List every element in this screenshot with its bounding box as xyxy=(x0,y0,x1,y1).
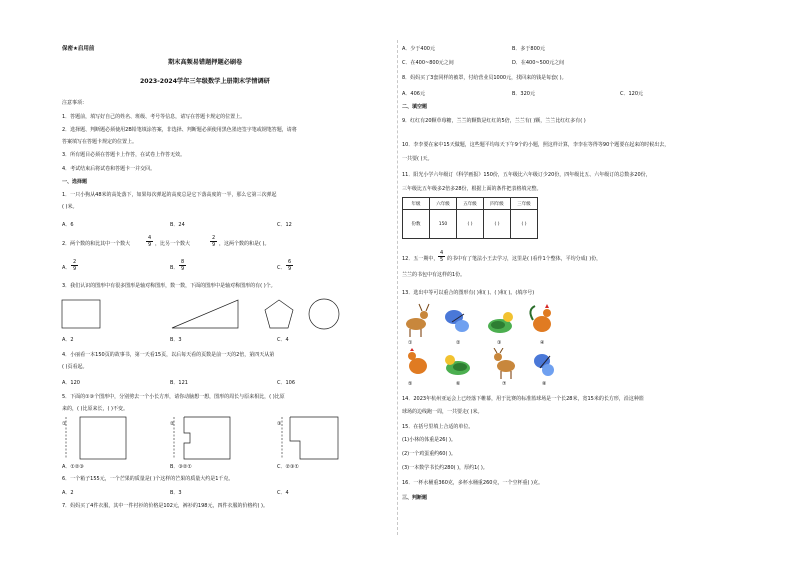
q6-option-b[interactable]: B．3 xyxy=(170,490,182,496)
note-2b: 答案填写在答题卡规定的位置上。 xyxy=(62,139,138,145)
note-2: 2．选择题、判断题必须使用2B铅笔填涂答案，非选择、判断题必须使用黑色墨迹签字笔或钢笔答题，请将 xyxy=(62,127,297,133)
table-cell: 三年级 xyxy=(511,198,538,210)
q1-option-c[interactable]: C．12 xyxy=(277,222,292,228)
q8-option-b[interactable]: B．320元 xyxy=(512,91,535,97)
triangle-shape xyxy=(172,300,238,328)
question-9: 9．红红有20颗草莓糖，兰兰的颗数是红红的5倍，兰兰有( )颗，兰兰比红红多有( ) xyxy=(402,118,586,124)
question-2-mid: ，比另一个数大 xyxy=(155,241,191,247)
table-blank-cell[interactable]: ( ) xyxy=(511,210,538,239)
note-3: 3．所有题目必须在答题卡上作答，在试卷上作答无效。 xyxy=(62,152,186,158)
animal-number-7: ⑦ xyxy=(502,381,507,387)
question-5: 5．下面的①③个图形中，分别剪去一个小长方形，请你动脑想一想，图形的周长与原来相比，( )比原 xyxy=(62,394,285,400)
paper-title: 期末高频易错题押题必刷卷 xyxy=(168,59,243,66)
q5-option-c[interactable]: C．②③① xyxy=(277,464,299,470)
circle-shape xyxy=(309,299,339,329)
q8-option-a[interactable]: A．406元 xyxy=(402,91,425,97)
cutout-rectangles xyxy=(60,415,350,463)
q2-frac2-num: 2 xyxy=(212,235,216,241)
section-judgement: 三、判断题 xyxy=(402,495,428,501)
animal-number-8: ⑧ xyxy=(542,381,547,387)
turtle-icon xyxy=(445,355,470,375)
question-16: 16．一杯水桶重360克，多杯水桶重260克，一个空杯重( )克。 xyxy=(402,480,543,486)
q6-option-a[interactable]: A．2 xyxy=(62,490,74,496)
notice-heading: 注意事项： xyxy=(62,100,88,106)
butterfly-icon xyxy=(445,310,469,332)
q8-option-c[interactable]: C．120元 xyxy=(620,91,644,97)
question-14: 14．2023年杭州亚运会上已经落下帷幕，用于比赛的标准篮球场是一个长28米，宽15米的长方形，沿这种篮 xyxy=(402,396,644,402)
question-1b: ( )米。 xyxy=(62,204,78,210)
question-15: 15．在括号里填上合适的单位。 xyxy=(402,424,474,430)
q3-option-a[interactable]: A．2 xyxy=(62,337,74,343)
question-14b: 球场的边线跑一周，一共要走( )米。 xyxy=(402,409,483,415)
question-8: 8．妈妈买了3套同样的被罩，付给营业员1000元，找回来的钱是每套( )。 xyxy=(402,75,567,81)
confidential-mark: 保密★启用前 xyxy=(62,46,95,52)
figure-label-3: ③ xyxy=(277,421,282,427)
table-cell: 六年级 xyxy=(430,198,457,210)
q6-option-c[interactable]: C．4 xyxy=(277,490,289,496)
q12-frac-num: 4 xyxy=(440,250,444,256)
q2-option-c-label[interactable]: C． xyxy=(277,265,286,271)
table-blank-cell[interactable]: ( ) xyxy=(457,210,484,239)
question-6: 6．一个箱子155元，一个芒果的质量是( )个这样的芒果的质量大约是1千克。 xyxy=(62,476,234,482)
question-11b: 三年级比五年级多2倍多28份，根据上面的条件把表格填完整。 xyxy=(402,186,542,192)
question-7: 7．妈妈买了4件衣服，其中一件衬衫的价格是102元，裤衫的198元，四件衣服的价格约( )。 xyxy=(62,503,268,509)
animal-number-5: ⑤ xyxy=(408,381,413,387)
table-row xyxy=(403,210,538,239)
q7-option-d[interactable]: D．在400~500元之间 xyxy=(512,60,565,66)
q2-option-c-den: 9 xyxy=(288,266,292,272)
q2-frac1-num: 4 xyxy=(148,235,152,241)
question-3: 3．我们认识的图形中有很多图形是轴对称图形，数一数，下面的图形中是轴对称图形的有( )个。 xyxy=(62,283,276,289)
rectangle-shape xyxy=(62,300,100,328)
q4-option-c[interactable]: C．106 xyxy=(277,380,296,386)
q2-option-a-den: 9 xyxy=(73,266,77,272)
deer-icon xyxy=(494,348,515,379)
q4-option-a[interactable]: A．120 xyxy=(62,380,80,386)
q2-option-a-num: 2 xyxy=(73,259,77,265)
figure-label-2: ② xyxy=(170,421,175,427)
rooster-icon xyxy=(530,304,551,332)
question-4b: ( )页看起。 xyxy=(62,364,88,370)
q1-option-b[interactable]: B．24 xyxy=(170,222,185,228)
question-1: 1．一只小狗从48米的高处落下，如果每次弹起的高度总是它下落高度的一半，那么它第三次弹起 xyxy=(62,192,277,198)
q2-frac1-den: 9 xyxy=(148,242,152,248)
animal-number-4: ④ xyxy=(540,340,545,346)
table-cell: 150 xyxy=(430,210,457,239)
animal-pictures-row-2 xyxy=(402,348,562,380)
table-cell: 年级 xyxy=(403,198,430,210)
animal-number-3: ③ xyxy=(497,340,502,346)
question-13: 13．选出中等可以重合的图形有( )和( )、( )和( )。(填序号) xyxy=(402,290,535,296)
table-cell: 份数 xyxy=(403,210,430,239)
question-2-start: 2．两个数的和比其中一个数大 xyxy=(62,241,131,247)
butterfly-icon xyxy=(534,354,554,376)
question-11: 11．阳光小学六年级订《科学画报》150份，五年级比六年级订少20份，四年级比五、六年级订的总数多20份， xyxy=(402,172,651,178)
fill-table xyxy=(402,197,538,239)
question-2-end: ，这两个数的和是( )。 xyxy=(219,241,270,247)
animal-number-2: ② xyxy=(456,340,461,346)
note-4: 4．考试结束后将试卷和答题卡一并交回。 xyxy=(62,166,156,172)
q2-frac2-den: 9 xyxy=(212,242,216,248)
q12-frac-den: 5 xyxy=(440,257,444,263)
turtle-icon xyxy=(488,312,513,333)
question-12-mid: 的书中有了笔法小王去学习，这里是( )看作1个整体，平均分成( )份， xyxy=(447,256,602,262)
q15-item-1: (1)小林的体重是26( )。 xyxy=(402,437,456,443)
q5-option-b[interactable]: B．③②① xyxy=(170,464,192,470)
animal-pictures-row-1 xyxy=(402,302,562,340)
paper-subtitle: 2023-2024学年三年级数学上册期末学情调研 xyxy=(140,78,270,85)
q2-option-b-label[interactable]: B． xyxy=(170,265,179,271)
deer-icon xyxy=(406,304,429,337)
pentagon-shape xyxy=(265,300,293,328)
q15-item-3: (3)一本数学书长约280( )，厚约1( )。 xyxy=(402,465,488,471)
table-header-row xyxy=(403,198,538,210)
section-choice: 一、选择题 xyxy=(62,179,88,185)
q1-option-a[interactable]: A．6 xyxy=(62,222,74,228)
question-10b: 一共要( )天。 xyxy=(402,156,433,162)
table-cell: 四年级 xyxy=(484,198,511,210)
q15-item-2: (2)一个鸡蛋重约60( )。 xyxy=(402,451,456,457)
q3-option-b[interactable]: B．3 xyxy=(170,337,182,343)
question-5b: 来的，( )比原来长，( )不变。 xyxy=(62,406,128,412)
animal-number-1: ① xyxy=(408,340,413,346)
table-cell: 五年级 xyxy=(457,198,484,210)
question-4: 4．小丽看一本150页的故事书，第一天看15页，以后每天看的页数是前一天的2倍，第四天从第 xyxy=(62,352,275,358)
question-12-start: 12．五一期中， xyxy=(402,256,439,262)
question-12-end: 兰兰的书包中有这样的1份。 xyxy=(402,272,466,278)
q2-option-b-den: 9 xyxy=(181,266,185,272)
animal-number-6: ⑥ xyxy=(456,381,461,387)
q2-option-a-label[interactable]: A． xyxy=(62,265,71,271)
q4-option-b[interactable]: B．121 xyxy=(170,380,188,386)
note-1: 1．答题前，填写好自己的姓名、班级、考号等信息，请写在答题卡规定的位置上。 xyxy=(62,114,246,120)
question-10: 10．李李要在家中15天做题，这些题平均每天下午9个的小题，照这样计算，李李在等得等90个题要在起来的时候出去， xyxy=(402,142,670,148)
q5-option-a[interactable]: A．①②③ xyxy=(62,464,84,470)
figure-label-1: ① xyxy=(62,421,67,427)
table-blank-cell[interactable]: ( ) xyxy=(484,210,511,239)
q7-option-a[interactable]: A．少于400元 xyxy=(402,46,435,52)
section-fill: 二、填空题 xyxy=(402,104,428,110)
symmetry-shapes xyxy=(60,296,340,334)
rooster-icon xyxy=(408,348,427,374)
q7-option-c[interactable]: C．在400~800元之间 xyxy=(402,60,454,66)
q2-option-b-num: 8 xyxy=(181,259,185,265)
q3-option-c[interactable]: C．4 xyxy=(277,337,289,343)
column-divider xyxy=(397,40,398,535)
q2-option-c-num: 6 xyxy=(288,259,292,265)
q7-option-b[interactable]: B．多于800元 xyxy=(512,46,545,52)
